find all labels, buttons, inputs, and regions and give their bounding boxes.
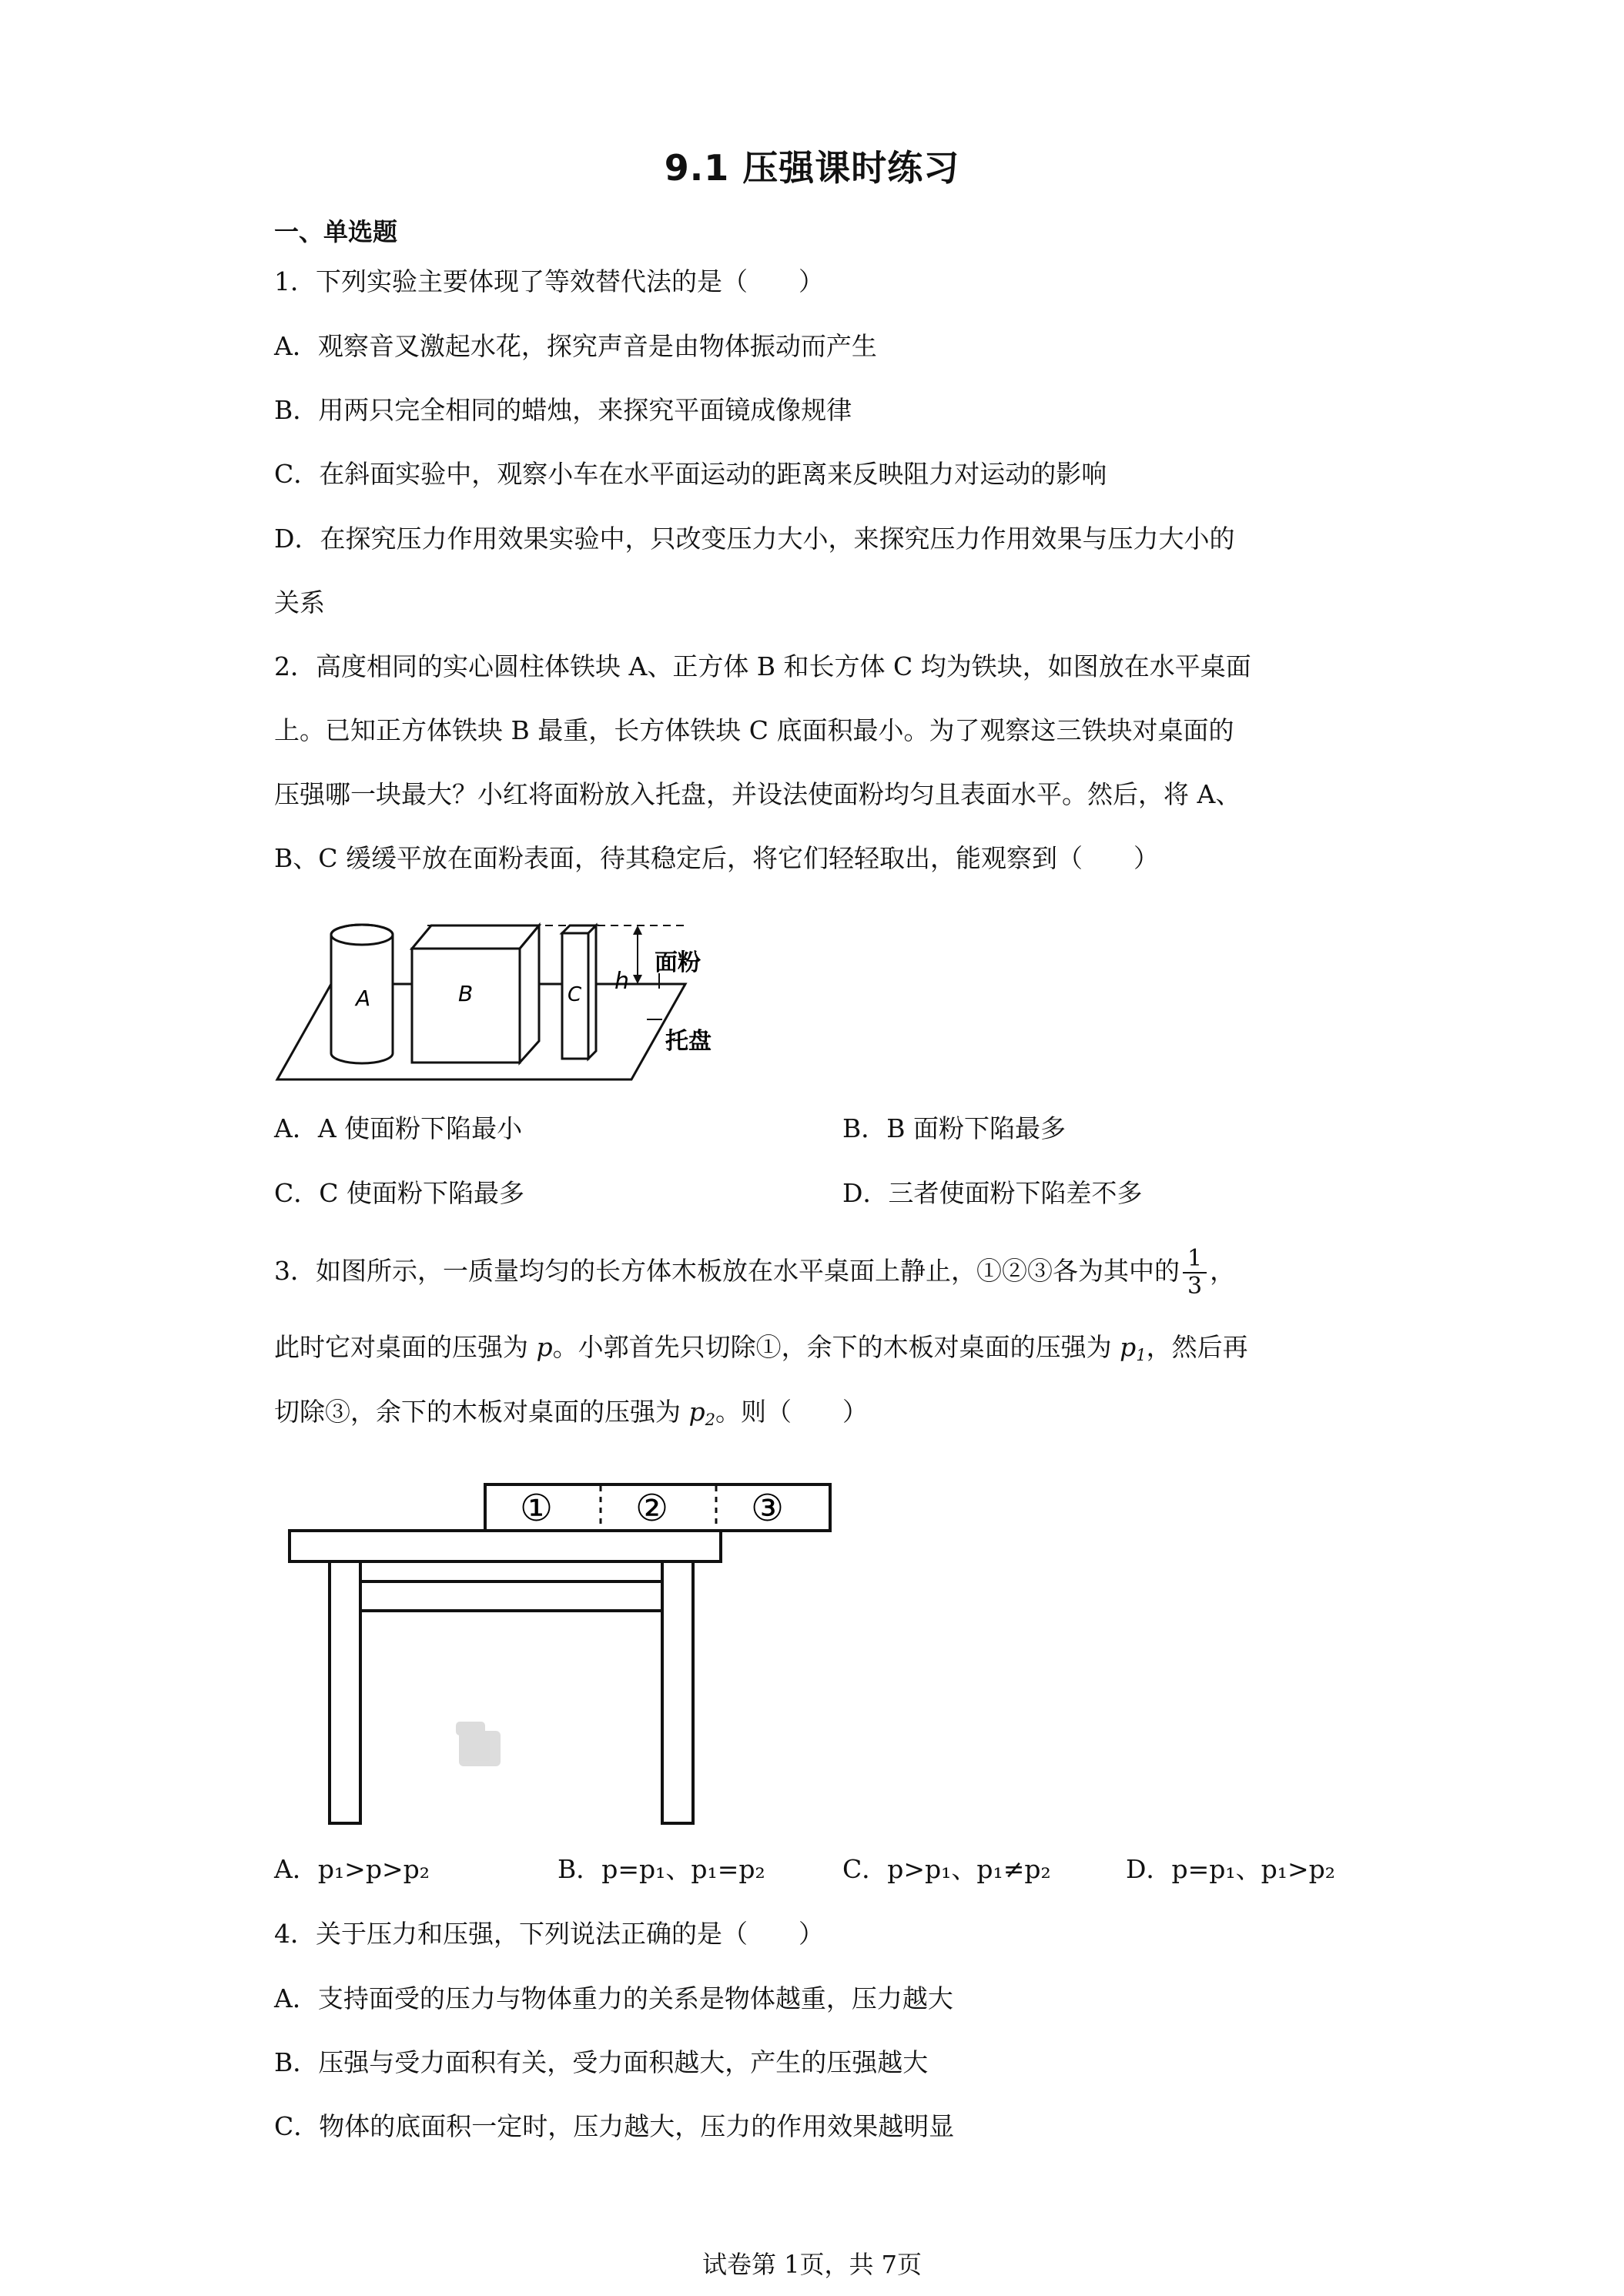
label-flour: 面粉 (655, 949, 701, 976)
q3-stem-line3 (274, 1395, 868, 1429)
q2-stem-line1: 2．高度相同的实心圆柱体铁块 A、正方体 B 和长方体 C 均为铁块，如图放在水平桌面 (274, 651, 1251, 681)
var-p1-subscript: 1 (1136, 1346, 1147, 1364)
label-tray: 托盘 (665, 1028, 712, 1055)
q2-option-a: A．A 使面粉下陷最小 (274, 1113, 523, 1143)
q2-option-d: D．三者使面粉下陷差不多 (842, 1178, 1143, 1208)
board-segment-3: ③ (751, 1487, 785, 1530)
label-b: B (458, 981, 474, 1006)
q3-line1-text: 3．如图所示，一质量均匀的长方体木板放在水平桌面上静止，①②③各为其中的 (274, 1256, 1180, 1286)
q3-line2-part3: ，然后再 (1146, 1332, 1248, 1362)
q1-option-d: D．在探究压力作用效果实验中，只改变压力大小，来探究压力作用效果与压力大小的 (274, 524, 1235, 554)
q1-option-c: C．在斜面实验中，观察小车在水平面运动的距离来反映阻力对运动的影响 (274, 459, 1107, 489)
q3-option-b: B．p=p₁、p₁=p₂ (558, 1854, 765, 1884)
q3-line1-end: ， (1210, 1256, 1236, 1286)
q2-stem-line3: 压强哪一块最大？小红将面粉放入托盘，并设法使面粉均匀且表面水平。然后，将 A、 (274, 779, 1241, 809)
q3-option-c: C．p>p₁、p₁≠p₂ (842, 1854, 1051, 1884)
q2-option-c: C．C 使面粉下陷最多 (274, 1178, 524, 1208)
var-p2-subscript: 2 (705, 1411, 715, 1429)
table-leg-right (662, 1561, 693, 1823)
q1-option-d-cont: 关系 (274, 587, 325, 618)
q3-figure-board-on-table (277, 1477, 847, 1832)
page-footer: 试卷第 1页，共 7页 (702, 2250, 922, 2279)
q4-option-a: A．支持面受的压力与物体重力的关系是物体越重，压力越大 (274, 1983, 953, 2013)
page-title: 9.1 压强课时练习 (664, 147, 960, 189)
q3-option-d: D．p=p₁、p₁>p₂ (1126, 1854, 1335, 1884)
q1-option-b: B．用两只完全相同的蜡烛，来探究平面镜成像规律 (274, 395, 852, 425)
table-leg-left (330, 1561, 360, 1823)
label-a: A (356, 986, 371, 1011)
section-heading: 一、单选题 (274, 217, 398, 246)
fraction-denominator: 3 (1187, 1273, 1203, 1300)
table-crossbar (360, 1581, 662, 1611)
q2-stem-line4: B、C 缓缓平放在面粉表面，待其稳定后，将它们轻轻取出，能观察到（ ） (274, 843, 1159, 873)
q2-stem-line2: 上。已知正方体铁块 B 最重，长方体铁块 C 底面积最小。为了观察这三铁块对桌面的 (274, 715, 1234, 745)
board-segment-1: ① (520, 1487, 554, 1530)
q3-stem-line2 (274, 1330, 1248, 1364)
label-h: h (614, 968, 630, 995)
q1-option-a: A．观察音叉激起水花，探究声音是由物体振动而产生 (274, 331, 877, 361)
q2-option-b: B．B 面粉下陷最多 (842, 1113, 1066, 1143)
q2-figure-iron-blocks-on-flour-tray (270, 909, 762, 1093)
board-segment-2: ② (635, 1487, 669, 1530)
q3-line3-part2: 。则（ ） (715, 1397, 868, 1427)
label-c: C (568, 983, 582, 1006)
fraction-numerator: 1 (1183, 1246, 1207, 1274)
q4-option-c: C．物体的底面积一定时，压力越大，压力的作用效果越明显 (274, 2111, 955, 2141)
q3-line3-part1: 切除③，余下的木板对桌面的压强为 (274, 1397, 689, 1427)
table-top (290, 1531, 721, 1561)
q3-line2-part1: 此时它对桌面的压强为 (274, 1332, 537, 1362)
q1-stem: 1．下列实验主要体现了等效替代法的是（ ） (274, 266, 824, 296)
fraction-one-third (1183, 1246, 1207, 1300)
q3-option-a: A．p₁>p>p₂ (274, 1854, 430, 1884)
var-p1: p (1120, 1332, 1137, 1362)
var-p2: p (688, 1397, 705, 1427)
q3-stem-line1 (274, 1246, 1235, 1300)
q3-line2-part2: 。小郭首先只切除①，余下的木板对桌面的压强为 (552, 1332, 1120, 1362)
var-p: p (536, 1332, 553, 1362)
q4-option-b: B．压强与受力面积有关，受力面积越大，产生的压强越大 (274, 2047, 929, 2077)
watermark-smudge (456, 1722, 501, 1766)
q4-stem: 4．关于压力和压强，下列说法正确的是（ ） (274, 1919, 824, 1949)
